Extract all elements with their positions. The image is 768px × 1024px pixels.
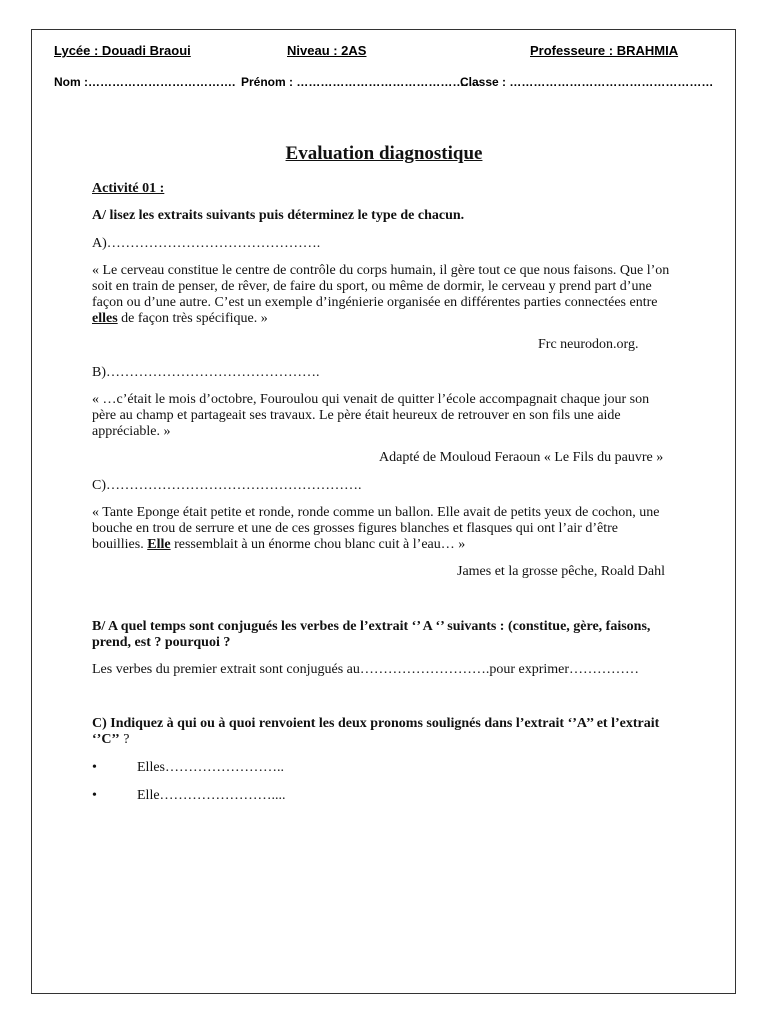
extract-b-line: « …c’était le mois d’octobre, Fouroulou qui venait de quitter l’école accompagnait chaque jour son <box>92 392 650 407</box>
extract-a-line: « Le cerveau constitue le centre de contrôle du corps humain, il gère tout ce que nous faisons. Que l’on <box>92 263 670 278</box>
extract-a-line: soit en train de penser, de rêver, de faire du sport, ou même de dormir, le cerveau y prend part d’une <box>92 279 652 294</box>
extract-c-line-last <box>92 537 692 553</box>
question-b-line2: prend, est ? pourquoi ? <box>92 635 231 650</box>
bullet-icon: • <box>92 788 97 803</box>
extract-c-line: « Tante Eponge était petite et ronde, ronde comme un ballon. Elle avait de petits yeux de cochon, une <box>92 505 660 520</box>
pronoun-elle: Elle <box>147 537 171 552</box>
extract-a-line: façon ou d’une autre. C’est un exemple d’ingénierie organisée en différentes parties connectées entre <box>92 295 658 310</box>
prenom-field: Prénom : ………………………………………. <box>241 75 480 89</box>
extract-b-source: Adapté de Mouloud Feraoun « Le Fils du pauvre » <box>379 450 664 465</box>
question-c-line1: C) Indiquez à qui ou à quoi renvoient les deux pronoms soulignés dans l’extrait ‘’A’’ et l’extrait <box>92 716 660 731</box>
answer-b: Les verbes du premier extrait sont conjugués au……………………….pour exprimer…………… <box>92 662 640 677</box>
extract-b-text <box>92 392 692 440</box>
extract-a-line-rest: de façon très spécifique. » <box>117 311 268 326</box>
extract-c-line-rest: ressemblait à un énorme chou blanc cuit à l’eau… » <box>170 537 466 552</box>
extract-b-label: B)………………………………………. <box>92 365 320 380</box>
extract-b-line: père au champ et partageait ses travaux. Le père était heureux de retrouver en son fils une aide <box>92 408 621 423</box>
extract-c-source: James et la grosse pêche, Roald Dahl <box>457 564 665 579</box>
classe-field: Classe : …………………………………………… <box>460 75 714 89</box>
extract-c-line: bouche en trou de serrure et une de ces grosses figures blanches et flasques qui ont l’air d’être <box>92 521 618 536</box>
extract-a-text <box>92 263 692 327</box>
lycee-label: Lycée : Douadi Braoui <box>54 43 191 58</box>
extract-a-label: A)………………………………………. <box>92 236 321 251</box>
extract-c-label: C)………………………………………………. <box>92 478 362 493</box>
extract-b-line: appréciable. » <box>92 424 171 439</box>
question-c-rest: ? <box>119 732 130 747</box>
professeur-label: Professeure : BRAHMIA <box>530 43 679 58</box>
extract-a-source: Frc neurodon.org. <box>538 337 639 352</box>
answer-c-item: Elles…………………….. <box>137 760 284 775</box>
pronoun-elles: elles <box>92 311 118 326</box>
question-c-quote: ‘’C’’ <box>92 732 120 747</box>
answer-c-item: Elle…………………….... <box>137 788 286 803</box>
extract-a-line-last <box>92 311 692 327</box>
nom-field: Nom :………………………………. <box>54 75 236 89</box>
question-b-line1: B/ A quel temps sont conjugués les verbes de l’extrait ‘’ A ‘’ suivants : (constitue, gère, faisons, <box>92 619 651 634</box>
page-title: Evaluation diagnostique <box>285 143 483 164</box>
extract-c-text <box>92 505 692 553</box>
niveau-label: Niveau : 2AS <box>287 43 367 58</box>
question-a: A/ lisez les extraits suivants puis déterminez le type de chacun. <box>92 208 465 223</box>
question-c-line2 <box>92 732 129 748</box>
extract-c-line-start: bouillies. <box>92 537 148 552</box>
bullet-icon: • <box>92 760 97 775</box>
activity-heading: Activité 01 : <box>92 181 165 196</box>
